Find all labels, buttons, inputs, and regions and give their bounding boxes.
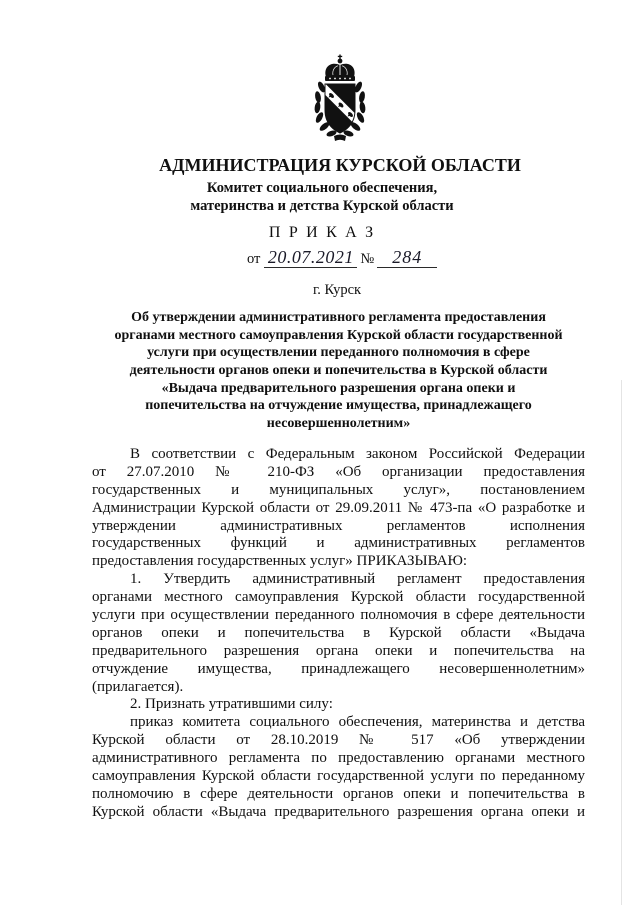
document-body <box>92 446 585 822</box>
oak-leaf <box>355 111 365 124</box>
scan-edge-line <box>621 380 622 905</box>
body-line: государственных функций и административных регламентов <box>92 535 585 552</box>
committee-name-line: Комитет социального обеспечения, <box>206 180 438 196</box>
title-line: услуги при осуществлении переданного полномочия в сфере <box>147 345 530 361</box>
body-line: отчуждение имущества, принадлежащего несовершеннолетним» <box>92 660 585 677</box>
body-paragraph <box>92 696 585 714</box>
committee-name-line: материнства и детства Курской области <box>190 198 454 214</box>
title-line: несовершеннолетним» <box>266 416 411 432</box>
ribbon-shape <box>334 135 346 142</box>
order-number-handwritten: 284 <box>377 247 437 268</box>
body-line: органов опеки и попечительства в Курской области «Выдача <box>92 624 585 641</box>
order-date-handwritten: 20.07.2021 <box>264 247 357 268</box>
body-line: приказ комитета социального обеспечения, материнства и детства <box>130 714 585 731</box>
title-line: деятельности органов опеки и попечительства в Курской области <box>129 363 548 379</box>
title-line: «Выдача предварительного разрешения органа опеки и <box>161 380 516 396</box>
title-line: органами местного самоуправления Курской области государственной <box>114 327 563 343</box>
document-type-heading: П Р И К А З <box>268 224 376 241</box>
oak-leaf <box>358 91 366 103</box>
body-line: административного регламента по предоставлению органами местного <box>92 750 585 767</box>
document-title <box>92 309 585 433</box>
body-line: Курской области от 28.10.2019 № 517 «Об утверждении <box>92 732 585 749</box>
coat-of-arms-icon <box>298 54 382 142</box>
title-line: попечительства на отчуждение имущества, принадлежащего <box>145 398 532 414</box>
body-line: услуги при осуществлении переданного полномочия в сфере деятельности <box>92 607 585 624</box>
oak-leaf <box>314 111 324 124</box>
oak-leaf <box>314 101 321 113</box>
body-line: полномочию в сфере деятельности органов опеки и попечительства в <box>92 785 585 802</box>
body-line: органами местного самоуправления Курской области государственной <box>92 589 585 606</box>
body-line: (прилагается). <box>92 678 184 695</box>
oak-leaf <box>314 91 322 103</box>
body-line: 2. Признать утратившими силу: <box>130 696 333 713</box>
body-line: предварительного разрешения органа опеки и попечительства на <box>92 642 585 659</box>
body-line: Курской области «Выдача предварительного разрешения органа опеки и <box>92 803 585 820</box>
date-prefix: от <box>247 251 261 267</box>
body-line: В соответствии с Федеральным законом Российской Федерации <box>130 446 585 462</box>
oak-leaf <box>359 101 366 113</box>
order-date-number-row <box>247 246 437 268</box>
body-paragraph <box>92 714 585 821</box>
body-line: от 27.07.2010 № 210-ФЗ «Об организации предоставления <box>92 463 585 480</box>
body-line: 1. Утвердить административный регламент предоставления <box>130 571 585 588</box>
body-line: Администрации Курской области от 29.09.2011 № 473-па «О разработке и <box>92 499 585 516</box>
body-paragraph <box>92 446 585 571</box>
city-name: г. Курск <box>312 282 362 298</box>
body-line: государственных и муниципальных услуг», постановлением <box>92 481 585 498</box>
body-line: самоуправления Курской области государственной услуги по переданному <box>92 768 585 785</box>
body-line: предоставления государственных услуг» ПРИКАЗЫВАЮ: <box>92 553 468 570</box>
number-sign: № <box>360 251 375 267</box>
organization-name: АДМИНИСТРАЦИЯ КУРСКОЙ ОБЛАСТИ <box>159 155 521 175</box>
body-line: утверждении административных регламентов исполнения <box>92 517 585 534</box>
body-paragraph <box>92 571 585 696</box>
title-line: Об утверждении административного регламента предоставления <box>131 310 546 325</box>
